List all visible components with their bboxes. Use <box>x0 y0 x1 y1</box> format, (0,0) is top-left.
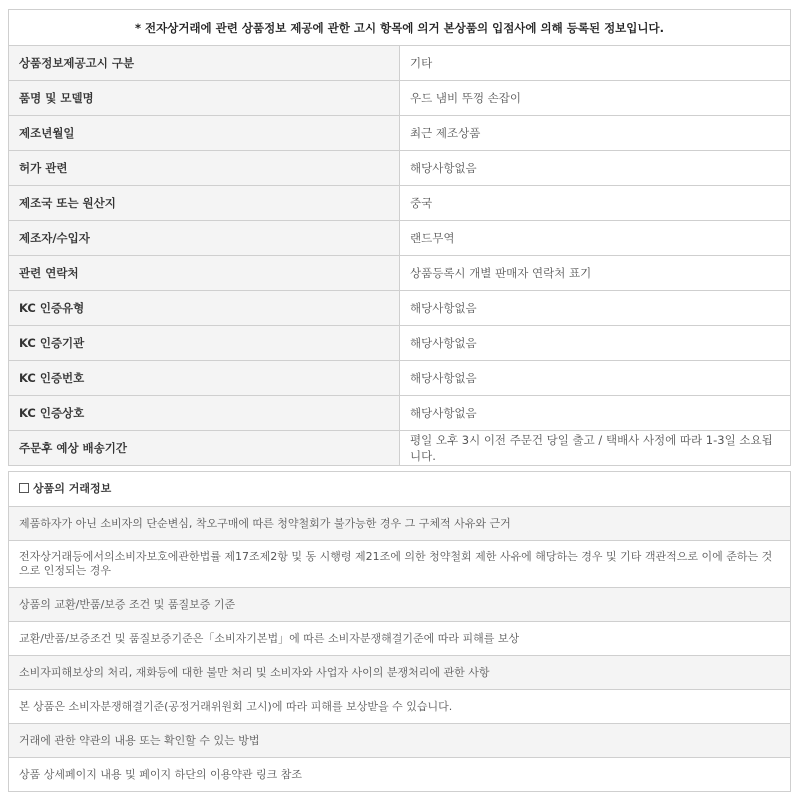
table-row <box>9 291 791 326</box>
row-value: 평일 오후 3시 이전 주문건 당일 출고 / 택배사 사정에 따라 1-3일 소요됩니다. <box>400 431 791 466</box>
list-item <box>9 541 791 588</box>
row-value: 해당사항없음 <box>400 151 791 186</box>
trade-question: 거래에 관한 약관의 내용 또는 확인할 수 있는 방법 <box>9 724 791 758</box>
trade-answer: 전자상거래등에서의소비자보호에관한법률 제17조제2항 및 동 시행령 제21조에 의한 청약철회 제한 사유에 해당하는 경우 및 기타 객관적으로 이에 준하는 것으로 인정되는 경우 <box>9 541 791 588</box>
trade-question: 소비자피해보상의 처리, 재화등에 대한 불만 처리 및 소비자와 사업자 사이의 분쟁처리에 관한 사항 <box>9 656 791 690</box>
row-value: 상품등록시 개별 판매자 연락처 표기 <box>400 256 791 291</box>
trade-answer: 본 상품은 소비자분쟁해결기준(공정거래위원회 고시)에 따라 피해를 보상받을 수 있습니다. <box>9 690 791 724</box>
row-label: 허가 관련 <box>9 151 400 186</box>
list-item <box>9 588 791 622</box>
row-value: 중국 <box>400 186 791 221</box>
row-label: KC 인증번호 <box>9 361 400 396</box>
list-item <box>9 507 791 541</box>
notice-text: * 전자상거래에 관련 상품정보 제공에 관한 고시 항목에 의거 본상품의 입점사에 의해 등록된 정보입니다. <box>9 10 791 46</box>
row-value: 기타 <box>400 46 791 81</box>
row-label: 주문후 예상 배송기간 <box>9 431 400 466</box>
row-label: 제조년월일 <box>9 116 400 151</box>
table-row <box>9 326 791 361</box>
trade-info-table <box>8 471 791 792</box>
table-row <box>9 81 791 116</box>
table-row <box>9 116 791 151</box>
table-row <box>9 256 791 291</box>
list-item <box>9 690 791 724</box>
square-outline-icon <box>19 483 29 493</box>
table-row <box>9 46 791 81</box>
table-row <box>9 396 791 431</box>
trade-question: 상품의 교환/반품/보증 조건 및 품질보증 기준 <box>9 588 791 622</box>
trade-answer: 교환/반품/보증조건 및 품질보증기준은「소비자기본법」에 따른 소비자분쟁해결기준에 따라 피해를 보상 <box>9 622 791 656</box>
row-label: 상품정보제공고시 구분 <box>9 46 400 81</box>
table-row <box>9 361 791 396</box>
row-label: 제조자/수입자 <box>9 221 400 256</box>
trade-answer: 상품 상세페이지 내용 및 페이지 하단의 이용약관 링크 참조 <box>9 758 791 792</box>
row-label: KC 인증상호 <box>9 396 400 431</box>
notice-row <box>9 10 791 46</box>
row-value: 최근 제조상품 <box>400 116 791 151</box>
row-label: 품명 및 모델명 <box>9 81 400 116</box>
table-row <box>9 151 791 186</box>
list-item <box>9 758 791 792</box>
list-item <box>9 724 791 758</box>
table-row <box>9 186 791 221</box>
list-item <box>9 656 791 690</box>
list-item <box>9 622 791 656</box>
product-notice-table <box>8 9 791 466</box>
row-value: 해당사항없음 <box>400 396 791 431</box>
row-value: 우드 냄비 뚜껑 손잡이 <box>400 81 791 116</box>
trade-header-row <box>9 472 791 507</box>
row-label: 제조국 또는 원산지 <box>9 186 400 221</box>
row-value: 랜드무역 <box>400 221 791 256</box>
row-value: 해당사항없음 <box>400 361 791 396</box>
trade-title <box>9 472 791 507</box>
row-value: 해당사항없음 <box>400 326 791 361</box>
row-label: KC 인증유형 <box>9 291 400 326</box>
trade-title-text: 상품의 거래정보 <box>33 482 112 495</box>
row-label: 관련 연락처 <box>9 256 400 291</box>
trade-question: 제품하자가 아닌 소비자의 단순변심, 착오구매에 따른 청약철회가 불가능한 경우 그 구체적 사유와 근거 <box>9 507 791 541</box>
row-label: KC 인증기관 <box>9 326 400 361</box>
table-row <box>9 431 791 466</box>
table-row <box>9 221 791 256</box>
row-value: 해당사항없음 <box>400 291 791 326</box>
